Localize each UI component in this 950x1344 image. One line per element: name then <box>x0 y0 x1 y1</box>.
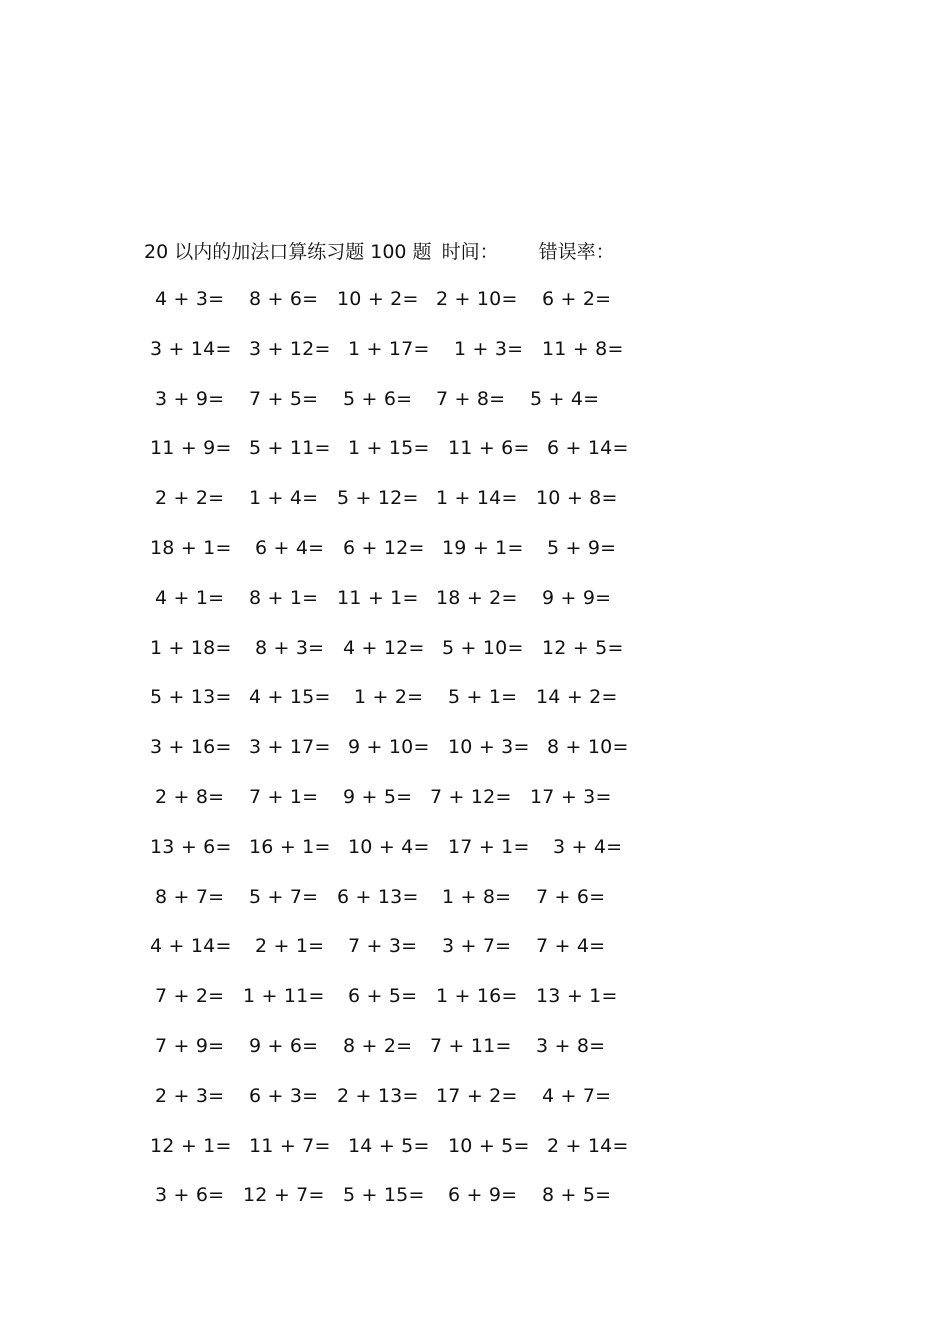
problem-item: 16 + 1= <box>249 836 331 858</box>
problem-item: 12 + 5= <box>542 637 624 659</box>
problem-item: 1 + 8= <box>442 886 512 908</box>
problem-item: 8 + 1= <box>249 587 319 609</box>
problem-item: 8 + 7= <box>155 886 225 908</box>
problem-item: 2 + 2= <box>155 487 225 509</box>
problem-item: 11 + 7= <box>249 1135 331 1157</box>
problem-item: 9 + 9= <box>542 587 612 609</box>
problem-item: 10 + 8= <box>536 487 618 509</box>
problem-item: 12 + 7= <box>243 1184 325 1206</box>
worksheet-title: 20 以内的加法口算练习题 100 题 <box>144 240 432 263</box>
problem-item: 7 + 5= <box>249 388 319 410</box>
problem-item: 1 + 4= <box>249 487 319 509</box>
problem-item: 7 + 6= <box>536 886 606 908</box>
problem-item: 3 + 6= <box>155 1184 225 1206</box>
problem-item: 10 + 4= <box>348 836 430 858</box>
problem-item: 10 + 2= <box>337 288 419 310</box>
problem-item: 18 + 1= <box>150 537 232 559</box>
problem-item: 1 + 16= <box>436 985 518 1007</box>
problem-item: 2 + 10= <box>436 288 518 310</box>
problem-item: 10 + 3= <box>448 736 530 758</box>
problem-item: 9 + 6= <box>249 1035 319 1057</box>
problem-item: 7 + 2= <box>155 985 225 1007</box>
problem-item: 6 + 5= <box>348 985 418 1007</box>
problem-item: 6 + 13= <box>337 886 419 908</box>
problem-item: 10 + 5= <box>448 1135 530 1157</box>
problem-item: 3 + 12= <box>249 338 331 360</box>
problem-item: 2 + 3= <box>155 1085 225 1107</box>
problem-item: 11 + 8= <box>542 338 624 360</box>
problem-item: 5 + 10= <box>442 637 524 659</box>
problem-item: 7 + 12= <box>430 786 512 808</box>
problem-item: 4 + 7= <box>542 1085 612 1107</box>
problem-item: 19 + 1= <box>442 537 524 559</box>
problem-item: 4 + 12= <box>343 637 425 659</box>
problem-item: 11 + 1= <box>337 587 419 609</box>
problem-item: 6 + 14= <box>547 437 629 459</box>
problem-item: 3 + 9= <box>155 388 225 410</box>
problem-item: 12 + 1= <box>150 1135 232 1157</box>
problem-item: 6 + 12= <box>343 537 425 559</box>
problem-item: 5 + 11= <box>249 437 331 459</box>
problem-item: 1 + 17= <box>348 338 430 360</box>
problem-item: 7 + 8= <box>436 388 506 410</box>
problem-item: 6 + 2= <box>542 288 612 310</box>
problem-item: 5 + 12= <box>337 487 419 509</box>
problem-item: 6 + 9= <box>448 1184 518 1206</box>
problem-item: 9 + 10= <box>348 736 430 758</box>
problem-item: 8 + 5= <box>542 1184 612 1206</box>
problem-item: 4 + 14= <box>150 935 232 957</box>
problem-item: 6 + 4= <box>255 537 325 559</box>
problem-item: 2 + 1= <box>255 935 325 957</box>
problem-item: 3 + 14= <box>150 338 232 360</box>
problem-item: 5 + 9= <box>547 537 617 559</box>
problem-item: 5 + 15= <box>343 1184 425 1206</box>
problem-item: 2 + 13= <box>337 1085 419 1107</box>
problem-item: 5 + 7= <box>249 886 319 908</box>
problem-item: 8 + 10= <box>547 736 629 758</box>
problem-item: 1 + 14= <box>436 487 518 509</box>
problem-item: 1 + 15= <box>348 437 430 459</box>
problem-item: 11 + 9= <box>150 437 232 459</box>
error-rate-label: 错误率： <box>538 240 615 263</box>
problem-item: 3 + 17= <box>249 736 331 758</box>
problem-item: 4 + 3= <box>155 288 225 310</box>
problem-item: 4 + 1= <box>155 587 225 609</box>
problem-item: 13 + 6= <box>150 836 232 858</box>
problem-item: 8 + 3= <box>255 637 325 659</box>
problem-item: 7 + 3= <box>348 935 418 957</box>
problem-item: 5 + 1= <box>448 686 518 708</box>
problem-item: 1 + 2= <box>354 686 424 708</box>
problem-item: 2 + 8= <box>155 786 225 808</box>
problem-item: 1 + 11= <box>243 985 325 1007</box>
problem-item: 3 + 4= <box>553 836 623 858</box>
problem-item: 8 + 2= <box>343 1035 413 1057</box>
problem-item: 17 + 1= <box>448 836 530 858</box>
problem-item: 3 + 16= <box>150 736 232 758</box>
problem-item: 13 + 1= <box>536 985 618 1007</box>
problem-item: 7 + 4= <box>536 935 606 957</box>
problem-item: 1 + 3= <box>454 338 524 360</box>
problem-item: 18 + 2= <box>436 587 518 609</box>
problem-item: 7 + 1= <box>249 786 319 808</box>
problem-item: 7 + 11= <box>430 1035 512 1057</box>
problem-item: 2 + 14= <box>547 1135 629 1157</box>
problem-item: 9 + 5= <box>343 786 413 808</box>
problem-item: 17 + 2= <box>436 1085 518 1107</box>
problem-item: 14 + 5= <box>348 1135 430 1157</box>
problem-item: 14 + 2= <box>536 686 618 708</box>
problem-item: 3 + 7= <box>442 935 512 957</box>
problem-item: 7 + 9= <box>155 1035 225 1057</box>
problem-item: 1 + 18= <box>150 637 232 659</box>
problem-item: 5 + 13= <box>150 686 232 708</box>
problem-item: 5 + 4= <box>530 388 600 410</box>
time-label: 时间： <box>441 240 499 263</box>
problem-item: 5 + 6= <box>343 388 413 410</box>
problem-item: 4 + 15= <box>249 686 331 708</box>
problem-item: 17 + 3= <box>530 786 612 808</box>
problem-item: 3 + 8= <box>536 1035 606 1057</box>
problem-item: 6 + 3= <box>249 1085 319 1107</box>
problem-item: 8 + 6= <box>249 288 319 310</box>
problem-item: 11 + 6= <box>448 437 530 459</box>
